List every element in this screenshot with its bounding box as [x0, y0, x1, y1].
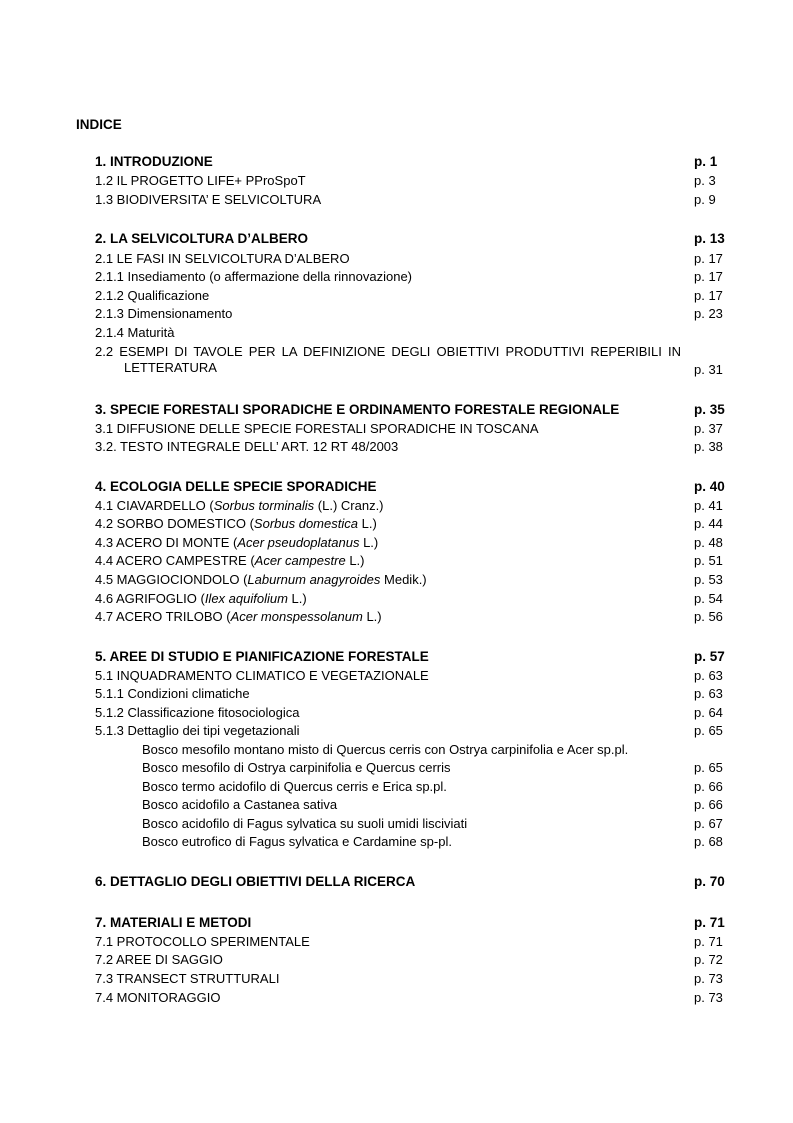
- toc-subentry[interactable]: [142, 816, 728, 832]
- toc-section[interactable]: [95, 421, 728, 437]
- toc-label: 7.2 AREE DI SAGGIO: [95, 952, 223, 967]
- toc-page: p. 9: [694, 192, 716, 207]
- toc-section[interactable]: [95, 251, 728, 267]
- toc-label: 4.2 SORBO DOMESTICO (Sorbus domestica L.): [95, 516, 377, 531]
- toc-page: p. 68: [694, 834, 723, 849]
- toc-page: p. 65: [694, 723, 723, 738]
- toc-section[interactable]: [95, 288, 728, 304]
- toc-subentry[interactable]: [142, 742, 728, 758]
- toc-section[interactable]: [95, 192, 728, 208]
- toc-page: p. 23: [694, 306, 723, 321]
- toc-page: p. 53: [694, 572, 723, 587]
- toc-label: 4. ECOLOGIA DELLE SPECIE SPORADICHE: [95, 479, 377, 494]
- toc-page: p. 17: [694, 288, 723, 303]
- toc-label: 5.1 INQUADRAMENTO CLIMATICO E VEGETAZIONALE: [95, 668, 429, 683]
- toc-subentry[interactable]: [142, 834, 728, 850]
- toc-section[interactable]: [95, 439, 728, 455]
- toc-page: p. 31: [694, 362, 723, 377]
- toc-section[interactable]: [95, 723, 728, 739]
- species-name: Sorbus domestica: [253, 516, 358, 531]
- toc-page: p. 40: [694, 479, 725, 494]
- toc-page: [694, 742, 728, 758]
- species-name: Ilex aquifolium: [204, 591, 288, 606]
- toc-page: p. 1: [694, 154, 718, 169]
- toc-label: 2.1 LE FASI IN SELVICOLTURA D’ALBERO: [95, 251, 350, 266]
- toc-page: p. 57: [694, 649, 725, 664]
- toc-page: p. 41: [694, 498, 723, 513]
- toc-section[interactable]: [95, 535, 728, 551]
- toc-chapter[interactable]: [95, 231, 728, 247]
- index-title: INDICE: [76, 117, 122, 132]
- toc-label: Bosco acidofilo a Castanea sativa: [142, 797, 338, 812]
- toc-section[interactable]: [95, 306, 728, 322]
- toc-page: p. 51: [694, 553, 723, 568]
- toc-label: 4.7 ACERO TRILOBO (Acer monspessolanum L.): [95, 609, 382, 624]
- toc-section[interactable]: [95, 173, 728, 189]
- toc-label: 4.3 ACERO DI MONTE (Acer pseudoplatanus L.): [95, 535, 379, 550]
- toc-page: p. 54: [694, 591, 723, 606]
- toc-page: p. 73: [694, 971, 723, 986]
- toc-section[interactable]: [95, 553, 728, 569]
- species-name: Acer pseudoplatanus: [237, 535, 360, 550]
- toc-label: 5.1.3 Dettaglio dei tipi vegetazionali: [95, 723, 300, 738]
- toc-label-line2: LETTERATURA: [124, 360, 217, 375]
- toc-label: 2.1.3 Dimensionamento: [95, 306, 233, 321]
- toc-label: 4.1 CIAVARDELLO (Sorbus torminalis (L.) Cranz.): [95, 498, 384, 513]
- species-name: Sorbus torminalis: [213, 498, 315, 513]
- toc-section[interactable]: [95, 591, 728, 607]
- toc-section[interactable]: [95, 498, 728, 514]
- toc-label: Bosco mesofilo di Ostrya carpinifolia e Quercus cerris: [142, 760, 451, 775]
- toc-chapter[interactable]: [95, 154, 728, 170]
- toc-label: 3. SPECIE FORESTALI SPORADICHE E ORDINAMENTO FORESTALE REGIONALE: [95, 402, 620, 417]
- toc-section[interactable]: [95, 705, 728, 721]
- toc-label: 2. LA SELVICOLTURA D’ALBERO: [95, 231, 309, 246]
- toc-section[interactable]: [95, 516, 728, 532]
- toc-label: 5.1.1 Condizioni climatiche: [95, 686, 250, 701]
- toc-page: p. 35: [694, 402, 725, 417]
- species-name: Laburnum anagyroides: [247, 572, 381, 587]
- toc-chapter[interactable]: [95, 649, 728, 665]
- toc-label: 7. MATERIALI E METODI: [95, 915, 252, 930]
- toc-page: p. 13: [694, 231, 725, 246]
- toc-label: 4.6 AGRIFOGLIO (Ilex aquifolium L.): [95, 591, 307, 606]
- toc-page: p. 56: [694, 609, 723, 624]
- toc-chapter[interactable]: [95, 402, 728, 418]
- toc-page: p. 72: [694, 952, 723, 967]
- toc-page: p. 66: [694, 797, 723, 812]
- toc-chapter[interactable]: [95, 915, 728, 931]
- toc-page: p. 64: [694, 705, 723, 720]
- toc-label: 2.1.1 Insediamento (o affermazione della rinnovazione): [95, 269, 413, 284]
- toc-page: p. 71: [694, 934, 723, 949]
- toc-section[interactable]: [95, 344, 728, 380]
- toc-section[interactable]: [95, 934, 728, 950]
- toc-page: p. 44: [694, 516, 723, 531]
- toc-page: p. 37: [694, 421, 723, 436]
- toc-label: Bosco termo acidofilo di Quercus cerris e Erica sp.pl.: [142, 779, 447, 794]
- toc-subentry[interactable]: [142, 760, 728, 776]
- species-name: Acer monspessolanum: [230, 609, 363, 624]
- toc-label: 5. AREE DI STUDIO E PIANIFICAZIONE FORESTALE: [95, 649, 429, 664]
- toc-chapter[interactable]: [95, 874, 728, 890]
- toc-section[interactable]: [95, 952, 728, 968]
- toc-label: 5.1.2 Classificazione fitosociologica: [95, 705, 300, 720]
- toc-label: 3.2. TESTO INTEGRALE DELL’ ART. 12 RT 48/2003: [95, 439, 399, 454]
- toc-subentry[interactable]: [142, 779, 728, 795]
- toc-label: 7.1 PROTOCOLLO SPERIMENTALE: [95, 934, 310, 949]
- toc-page: p. 63: [694, 668, 723, 683]
- toc-label: 4.4 ACERO CAMPESTRE (Acer campestre L.): [95, 553, 365, 568]
- toc-section[interactable]: [95, 990, 728, 1006]
- toc-page: p. 63: [694, 686, 723, 701]
- toc-page: p. 3: [694, 173, 716, 188]
- toc-subentry[interactable]: [142, 797, 728, 813]
- toc-label: Bosco acidofilo di Fagus sylvatica su suoli umidi lisciviati: [142, 816, 468, 831]
- toc-page: p. 71: [694, 915, 725, 930]
- toc-page: p. 70: [694, 874, 725, 889]
- toc-page: p. 48: [694, 535, 723, 550]
- toc-label-line1: 2.2 ESEMPI DI TAVOLE PER LA DEFINIZIONE DEGLI OBIETTIVI PRODUTTIVI REPERIBILI IN: [95, 344, 681, 359]
- toc-page: p. 73: [694, 990, 723, 1005]
- toc-label: 1.3 BIODIVERSITA’ E SELVICOLTURA: [95, 192, 322, 207]
- toc-page: p. 67: [694, 816, 723, 831]
- species-name: Acer campestre: [254, 553, 346, 568]
- toc-page: [694, 325, 728, 341]
- toc-section[interactable]: [95, 668, 728, 684]
- toc-section[interactable]: [95, 971, 728, 987]
- toc-page: p. 17: [694, 251, 723, 266]
- toc-page: p. 65: [694, 760, 723, 775]
- toc-section[interactable]: [95, 609, 728, 625]
- toc-label: 7.4 MONITORAGGIO: [95, 990, 221, 1005]
- toc-section[interactable]: [95, 572, 728, 588]
- toc-label: 7.3 TRANSECT STRUTTURALI: [95, 971, 280, 986]
- toc-label: Bosco mesofilo montano misto di Quercus cerris con Ostrya carpinifolia e Acer sp.pl.: [142, 742, 629, 757]
- toc-chapter[interactable]: [95, 479, 728, 495]
- toc-label: 4.5 MAGGIOCIONDOLO (Laburnum anagyroides Medik.): [95, 572, 427, 587]
- toc-label: 1.2 IL PROGETTO LIFE+ PProSpoT: [95, 173, 306, 188]
- toc-label: 3.1 DIFFUSIONE DELLE SPECIE FORESTALI SPORADICHE IN TOSCANA: [95, 421, 539, 436]
- toc-section[interactable]: [95, 269, 728, 285]
- toc-label: 2.1.4 Maturità: [95, 325, 175, 340]
- toc-page: p. 66: [694, 779, 723, 794]
- toc-section[interactable]: [95, 686, 728, 702]
- toc-label: Bosco eutrofico di Fagus sylvatica e Cardamine sp-pl.: [142, 834, 452, 849]
- toc-label: 2.1.2 Qualificazione: [95, 288, 210, 303]
- toc-label: 6. DETTAGLIO DEGLI OBIETTIVI DELLA RICERCA: [95, 874, 416, 889]
- toc-label: 1. INTRODUZIONE: [95, 154, 213, 169]
- toc-page: p. 17: [694, 269, 723, 284]
- toc-page: p. 38: [694, 439, 723, 454]
- toc-section[interactable]: [95, 325, 728, 341]
